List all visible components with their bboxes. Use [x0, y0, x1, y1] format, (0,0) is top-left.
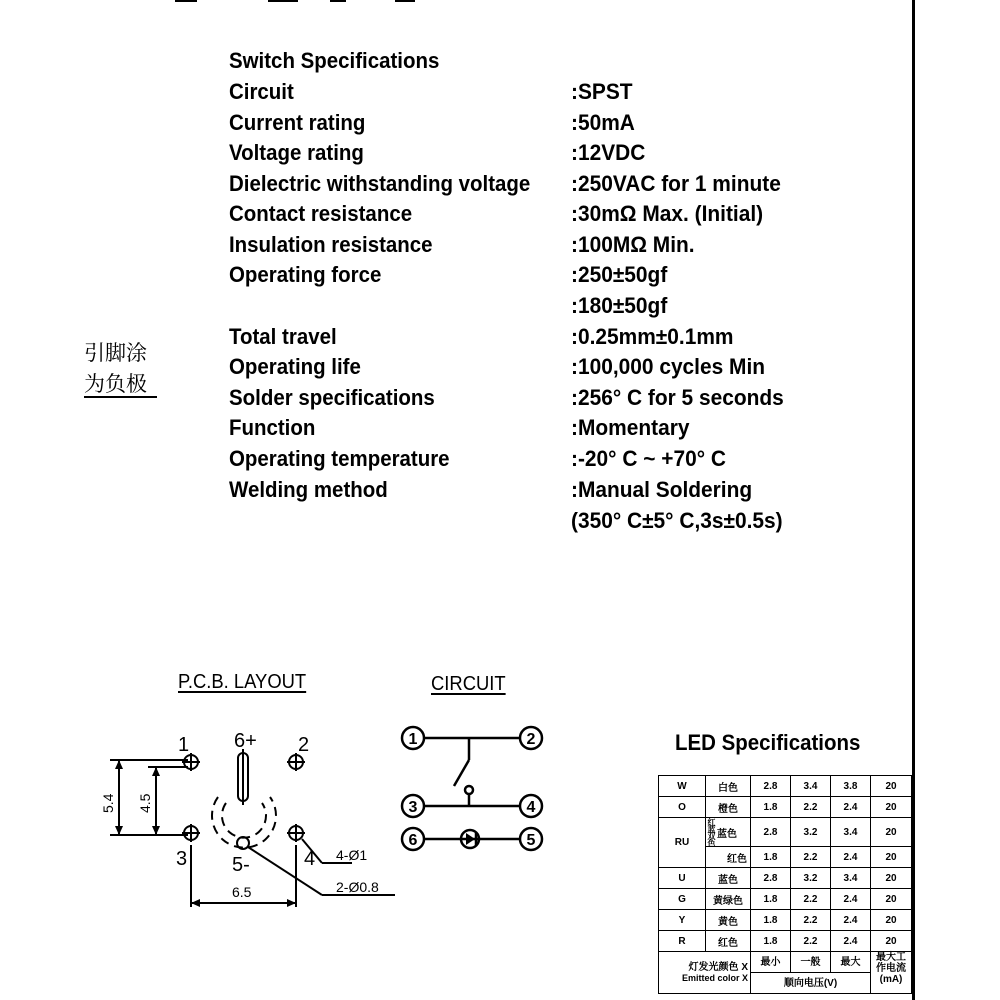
spec-row-operating-force — [229, 262, 889, 293]
pcb-pin-label: 3 — [176, 848, 188, 870]
spec-value: :12VDC — [571, 140, 646, 165]
led-current: 20 — [871, 889, 912, 910]
pin-note-line2: 为负极 — [84, 372, 157, 398]
led-row-g — [659, 889, 912, 910]
spec-label: Welding method — [229, 477, 388, 502]
spec-row-operating-life — [229, 354, 889, 385]
led-current: 20 — [871, 868, 912, 889]
pcb-layout-drawing — [90, 725, 420, 925]
led-max: 3.8 — [831, 776, 871, 797]
circuit-terminal-label: 1 — [408, 731, 418, 748]
led-min: 2.8 — [751, 868, 791, 889]
led-typ: 2.2 — [791, 910, 831, 931]
led-footer-row — [659, 952, 912, 973]
led-min: 1.8 — [751, 931, 791, 952]
led-min: 2.8 — [751, 818, 791, 847]
led-current: 20 — [871, 797, 912, 818]
spec-label: Operating force — [229, 262, 382, 287]
led-code: W — [659, 776, 706, 797]
spec-row-function — [229, 415, 889, 446]
pin-note — [84, 338, 157, 400]
led-typ: 2.2 — [791, 889, 831, 910]
pcb-dim-outer: 5.4 — [100, 793, 116, 813]
spec-value: :256° C for 5 seconds — [571, 385, 784, 410]
spec-value: :0.25mm±0.1mm — [571, 324, 734, 349]
spec-label: Voltage rating — [229, 140, 364, 165]
cropped-header-fragment — [268, 0, 298, 2]
led-footer-max: 最大 — [831, 952, 871, 973]
led-row-w — [659, 776, 912, 797]
circuit-diagram — [398, 722, 548, 857]
spec-value: :100MΩ Min. — [571, 232, 695, 257]
cropped-header-fragment — [330, 0, 346, 2]
spec-value: :180±50gf — [571, 293, 668, 318]
led-code: R — [659, 931, 706, 952]
led-color: 红色 — [706, 931, 751, 952]
led-typ: 3.4 — [791, 776, 831, 797]
led-footer-min: 最小 — [751, 952, 791, 973]
pin-note-line1: 引脚涂 — [84, 341, 147, 365]
led-footer-typ: 一般 — [791, 952, 831, 973]
led-min: 1.8 — [751, 910, 791, 931]
spec-value: :100,000 cycles Min — [571, 354, 766, 379]
led-footer-current-line: (mA) — [879, 974, 903, 985]
led-current: 20 — [871, 847, 912, 868]
spec-row-dielectric — [229, 171, 889, 202]
spec-label: Operating temperature — [229, 446, 450, 471]
spec-row-circuit — [229, 79, 889, 110]
led-current: 20 — [871, 910, 912, 931]
spec-value: :250VAC for 1 minute — [571, 171, 781, 196]
spec-label: Insulation resistance — [229, 232, 433, 257]
spec-row-contact-resistance — [229, 201, 889, 232]
led-row-o — [659, 797, 912, 818]
spec-label: Dielectric withstanding voltage — [229, 171, 531, 196]
cropped-header-fragment — [395, 0, 415, 2]
spec-value: :250±50gf — [571, 262, 668, 287]
led-footer-emit — [659, 952, 751, 994]
circuit-terminal-label: 2 — [526, 731, 536, 748]
led-specs-table — [658, 775, 912, 994]
led-code: RU — [659, 818, 706, 868]
spec-label: Solder specifications — [229, 385, 435, 410]
spec-row-total-travel — [229, 324, 889, 355]
spec-row-insulation-resistance — [229, 232, 889, 263]
led-dual-group-label: 红蓝双色 — [707, 818, 716, 846]
circuit-title: CIRCUIT — [431, 673, 506, 695]
spec-label: Circuit — [229, 79, 294, 104]
led-max: 2.4 — [831, 910, 871, 931]
spec-label: Function — [229, 415, 316, 440]
led-color: 蓝色 — [706, 868, 751, 889]
pcb-pin-label: 6+ — [234, 730, 257, 752]
drawing-frame-border — [912, 0, 915, 1000]
led-row-y — [659, 910, 912, 931]
pcb-layout-title: P.C.B. LAYOUT — [178, 671, 307, 693]
circuit-terminal-label: 3 — [408, 799, 418, 816]
led-color: 蓝色 — [717, 828, 737, 840]
pcb-dim-horizontal: 6.5 — [232, 884, 252, 900]
cropped-header-fragment — [175, 0, 197, 2]
spec-label: Total travel — [229, 324, 337, 349]
led-footer-forward-voltage: 顺向电压(V) — [751, 973, 871, 994]
pcb-pin-label: 1 — [178, 734, 190, 756]
led-typ: 2.2 — [791, 797, 831, 818]
spec-value: (350° C±5° C,3s±0.5s) — [571, 508, 783, 533]
spec-value: :50mA — [571, 110, 635, 135]
led-min: 1.8 — [751, 847, 791, 868]
led-current: 20 — [871, 776, 912, 797]
led-current: 20 — [871, 818, 912, 847]
led-typ: 3.2 — [791, 818, 831, 847]
led-footer-emit-en: Emitted color X — [681, 972, 748, 983]
spec-row-solder-specifications — [229, 385, 889, 416]
spec-row-operating-temperature — [229, 446, 889, 477]
spec-row-voltage-rating — [229, 140, 889, 171]
led-code: G — [659, 889, 706, 910]
led-min: 1.8 — [751, 889, 791, 910]
led-code: U — [659, 868, 706, 889]
switch-specs-title: Switch Specifications — [229, 48, 440, 73]
spec-label: Contact resistance — [229, 201, 413, 226]
led-current: 20 — [871, 931, 912, 952]
led-color: 白色 — [706, 776, 751, 797]
led-color: 黄绿色 — [706, 889, 751, 910]
led-typ: 2.2 — [791, 931, 831, 952]
led-row-u — [659, 868, 912, 889]
spec-value: :Manual Soldering — [571, 477, 753, 502]
led-color: 黄色 — [706, 910, 751, 931]
led-code: Y — [659, 910, 706, 931]
pcb-pin-label: 2 — [298, 734, 310, 756]
circuit-terminal-label: 4 — [526, 799, 536, 816]
led-footer-current-line: 最大工 — [876, 952, 906, 963]
led-max: 3.4 — [831, 818, 871, 847]
pcb-hole-large: 4-Ø1 — [336, 847, 368, 863]
spec-value: :SPST — [571, 79, 633, 104]
led-footer-current — [871, 952, 912, 994]
led-max: 2.4 — [831, 847, 871, 868]
led-footer-current-line: 作电流 — [876, 963, 906, 974]
pcb-pin-label: 4 — [304, 848, 316, 870]
led-footer-emit-cn: 灯发光颜色 X — [688, 961, 748, 973]
spec-label: Current rating — [229, 110, 366, 135]
led-max: 2.4 — [831, 931, 871, 952]
circuit-terminal-label: 5 — [526, 832, 536, 849]
spec-row-welding-method — [229, 477, 889, 508]
spec-row-welding-detail — [229, 508, 889, 539]
spec-row-operating-force-alt — [229, 293, 889, 324]
led-min: 2.8 — [751, 776, 791, 797]
spec-label: Operating life — [229, 354, 361, 379]
led-row-r — [659, 931, 912, 952]
pcb-dim-inner: 4.5 — [137, 793, 153, 813]
led-min: 1.8 — [751, 797, 791, 818]
led-row-ru-blue — [659, 818, 912, 847]
led-max: 2.4 — [831, 889, 871, 910]
led-color: 红色 — [706, 847, 751, 868]
led-code: O — [659, 797, 706, 818]
led-specs-title: LED Specifications — [675, 730, 861, 755]
pcb-pin-label: 5- — [232, 854, 250, 876]
led-color-dual — [706, 818, 751, 847]
spec-row-current-rating — [229, 110, 889, 141]
spec-value: :-20° C ~ +70° C — [571, 446, 726, 471]
pcb-hole-small: 2-Ø0.8 — [336, 879, 379, 895]
led-typ: 2.2 — [791, 847, 831, 868]
led-max: 2.4 — [831, 797, 871, 818]
spec-value: :Momentary — [571, 415, 690, 440]
led-typ: 3.2 — [791, 868, 831, 889]
circuit-terminal-label: 6 — [408, 832, 418, 849]
led-color: 橙色 — [706, 797, 751, 818]
spec-value: :30mΩ Max. (Initial) — [571, 201, 764, 226]
led-max: 3.4 — [831, 868, 871, 889]
